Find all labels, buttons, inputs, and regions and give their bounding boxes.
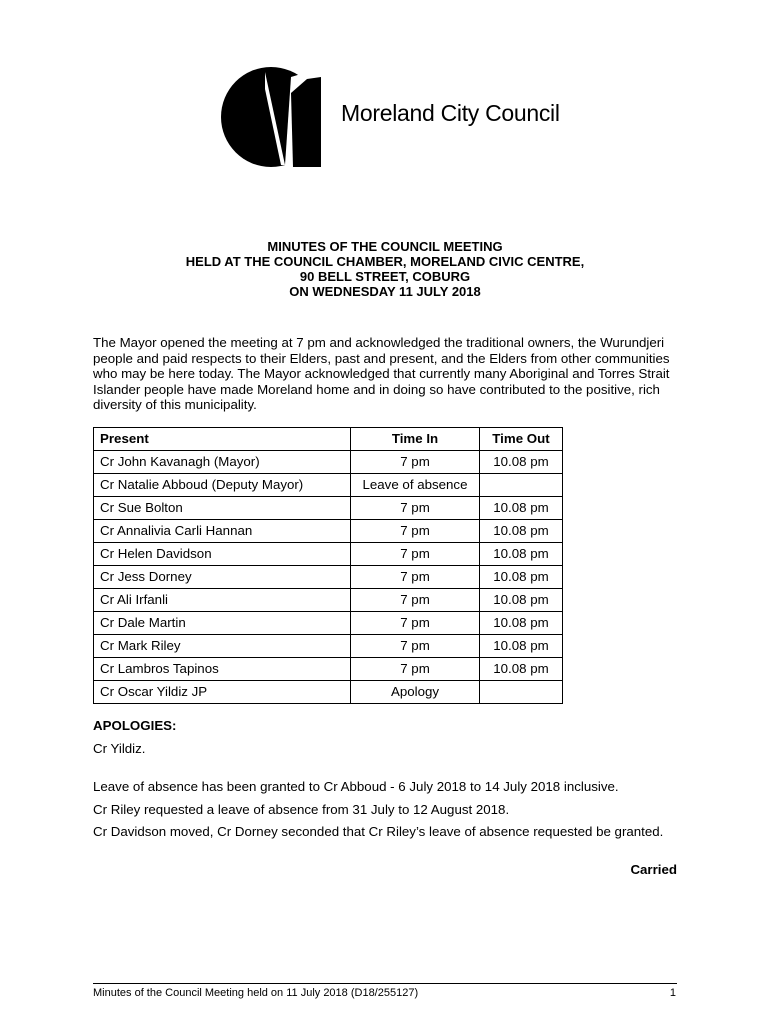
- table-row: [94, 681, 563, 704]
- councillor-name: Cr John Kavanagh (Mayor): [94, 451, 351, 474]
- time-in: 7 pm: [351, 497, 480, 520]
- councillor-name: Cr Natalie Abboud (Deputy Mayor): [94, 474, 351, 497]
- moreland-logo-icon: [221, 67, 331, 167]
- time-in: Leave of absence: [351, 474, 480, 497]
- time-in: 7 pm: [351, 589, 480, 612]
- table-row: [94, 635, 563, 658]
- time-out: 10.08 pm: [480, 520, 563, 543]
- motion-paragraph: Cr Davidson moved, Cr Dorney seconded that Cr Riley’s leave of absence requested be granted.: [93, 824, 664, 839]
- table-row: [94, 497, 563, 520]
- time-out: 10.08 pm: [480, 497, 563, 520]
- councillor-name: Cr Helen Davidson: [94, 543, 351, 566]
- header-time-out: Time Out: [480, 428, 563, 451]
- councillor-name: Cr Sue Bolton: [94, 497, 351, 520]
- footer-divider: [93, 983, 677, 984]
- time-out: 10.08 pm: [480, 658, 563, 681]
- time-in: 7 pm: [351, 658, 480, 681]
- table-header-row: [94, 428, 563, 451]
- carried-label: Carried: [630, 862, 677, 877]
- page-title: [0, 239, 770, 299]
- councillor-name: Cr Oscar Yildiz JP: [94, 681, 351, 704]
- time-in: Apology: [351, 681, 480, 704]
- time-in: 7 pm: [351, 520, 480, 543]
- page-number: 1: [669, 987, 676, 999]
- table-row: [94, 566, 563, 589]
- org-name: Moreland City Council: [341, 100, 560, 126]
- councillor-name: Cr Jess Dorney: [94, 566, 351, 589]
- councillor-name: Cr Ali Irfanli: [94, 589, 351, 612]
- apologies-heading: APOLOGIES:: [93, 718, 177, 733]
- councillor-name: Cr Lambros Tapinos: [94, 658, 351, 681]
- table-row: [94, 451, 563, 474]
- time-out: 10.08 pm: [480, 635, 563, 658]
- title-line: HELD AT THE COUNCIL CHAMBER, MORELAND CIVIC CENTRE,: [185, 254, 585, 269]
- header-present: Present: [94, 428, 351, 451]
- leave-paragraph: Leave of absence has been granted to Cr Abboud - 6 July 2018 to 14 July 2018 inclusive.: [93, 779, 619, 794]
- table-row: [94, 474, 563, 497]
- time-out: [480, 474, 563, 497]
- riley-request-paragraph: Cr Riley requested a leave of absence from 31 July to 12 August 2018.: [93, 802, 510, 817]
- table-row: [94, 658, 563, 681]
- apologies-text: Cr Yildiz.: [93, 741, 146, 756]
- title-line: ON WEDNESDAY 11 JULY 2018: [289, 284, 481, 299]
- time-out: 10.08 pm: [480, 451, 563, 474]
- councillor-name: Cr Dale Martin: [94, 612, 351, 635]
- table-row: [94, 543, 563, 566]
- attendance-table: [93, 427, 563, 704]
- time-out: [480, 681, 563, 704]
- councillor-name: Cr Annalivia Carli Hannan: [94, 520, 351, 543]
- table-row: [94, 520, 563, 543]
- councillor-name: Cr Mark Riley: [94, 635, 351, 658]
- time-in: 7 pm: [351, 543, 480, 566]
- time-in: 7 pm: [351, 566, 480, 589]
- intro-paragraph: The Mayor opened the meeting at 7 pm and acknowledged the traditional owners, the Wurundjeri people and paid respects to their Elders, past and present, and the Elders from other communities who may be here today. The Mayor acknowledged that currently many Aboriginal and Torres Strait Islander people have made Moreland home and in doing so have contributed to the positive, rich diversity of this municipality.: [93, 335, 670, 412]
- time-out: 10.08 pm: [480, 612, 563, 635]
- time-in: 7 pm: [351, 612, 480, 635]
- footer-text: Minutes of the Council Meeting held on 11 July 2018 (D18/255127): [93, 987, 419, 999]
- time-in: 7 pm: [351, 451, 480, 474]
- table-row: [94, 612, 563, 635]
- title-line: MINUTES OF THE COUNCIL MEETING: [267, 239, 503, 254]
- time-in: 7 pm: [351, 635, 480, 658]
- header-time-in: Time In: [351, 428, 480, 451]
- table-row: [94, 589, 563, 612]
- time-out: 10.08 pm: [480, 566, 563, 589]
- time-out: 10.08 pm: [480, 589, 563, 612]
- time-out: 10.08 pm: [480, 543, 563, 566]
- title-line: 90 BELL STREET, COBURG: [299, 269, 471, 284]
